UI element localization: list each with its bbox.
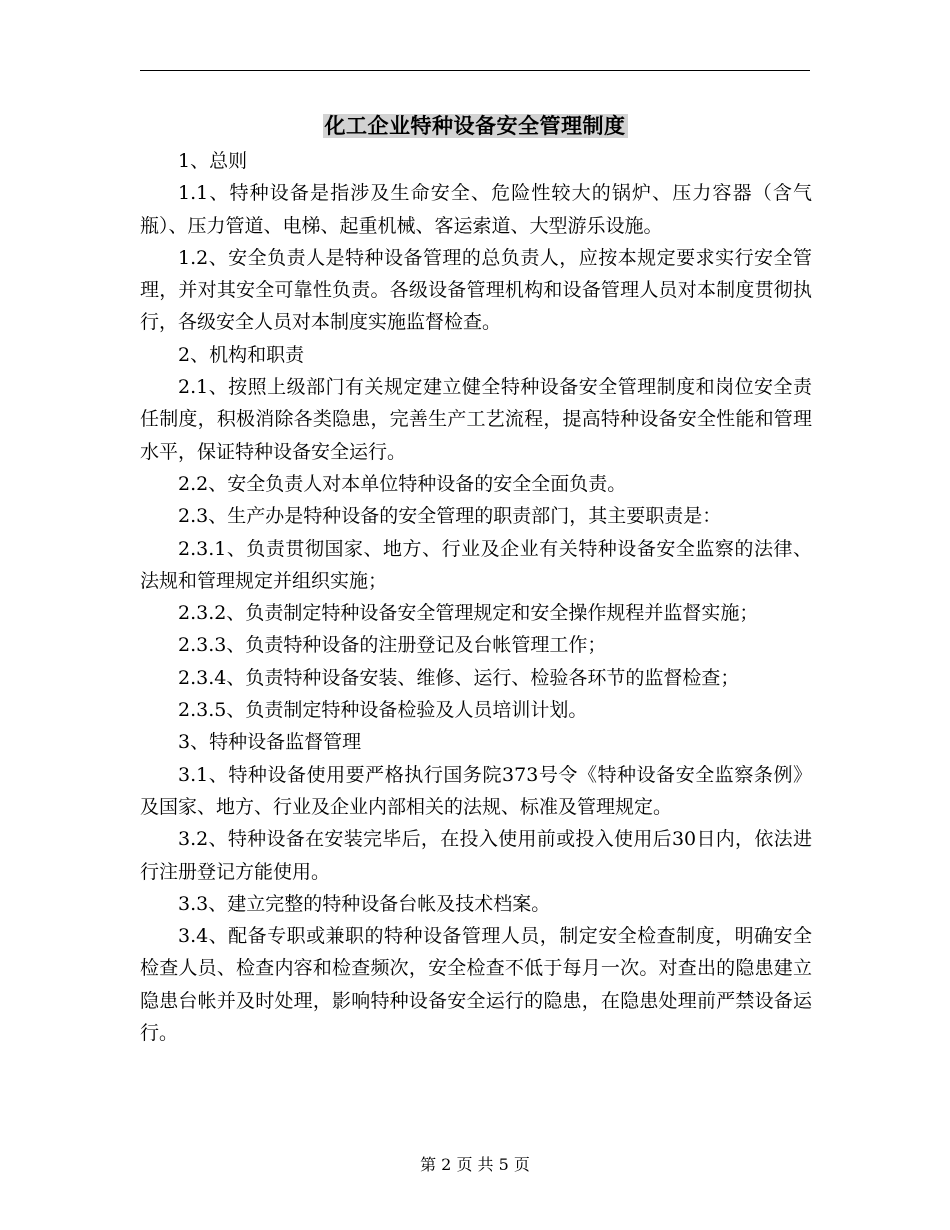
document-body: [140, 145, 812, 1049]
paragraph: 3.4、配备专职或兼职的特种设备管理人员，制定安全检查制度，明确安全检查人员、检查内容和检查频次，安全检查不低于每月一次。对查出的隐患建立隐患台帐并及时处理，影响特种设备安全运行的隐患，在隐患处理前严禁设备运行。: [140, 925, 812, 1045]
paragraph: 3.1、特种设备使用要严格执行国务院373号令《特种设备安全监察条例》及国家、地方、行业及企业内部相关的法规、标准及管理规定。: [140, 763, 812, 818]
paragraph: 1.1、特种设备是指涉及生命安全、危险性较大的锅炉、压力容器（含气瓶）、压力管道、电梯、起重机械、客运索道、大型游乐设施。: [140, 182, 812, 237]
page-footer: 第 2 页 共 5 页: [420, 1155, 530, 1174]
paragraph: 2.3、生产办是特种设备的安全管理的职责部门，其主要职责是：: [178, 505, 722, 528]
section-heading: 1、总则: [178, 150, 248, 172]
paragraph: 3.2、特种设备在安装完毕后，在投入使用前或投入使用后30日内，依法进行注册登记方能使用。: [140, 828, 812, 883]
title-container: [0, 110, 950, 140]
paragraph: 1.2、安全负责人是特种设备管理的总负责人，应按本规定要求实行安全管理，并对其安全可靠性负责。各级设备管理机构和设备管理人员对本制度贯彻执行，各级安全人员对本制度实施监督检查。: [140, 246, 812, 334]
paragraph: 3.3、建立完整的特种设备台帐及技术档案。: [178, 892, 551, 915]
paragraph: 2.2、安全负责人对本单位特种设备的安全全面负责。: [178, 472, 627, 495]
paragraph: 2.3.3、负责特种设备的注册登记及台帐管理工作；: [178, 634, 607, 657]
paragraph: 2.3.1、负责贯彻国家、地方、行业及企业有关特种设备安全监察的法律、法规和管理规定并组织实施；: [140, 537, 812, 592]
document-title: 化工企业特种设备安全管理制度: [324, 114, 626, 138]
section-heading: 3、特种设备监督管理: [178, 731, 362, 754]
paragraph: 2.1、按照上级部门有关规定建立健全特种设备安全管理制度和岗位安全责任制度，积极消除各类隐患，完善生产工艺流程，提高特种设备安全性能和管理水平，保证特种设备安全运行。: [140, 376, 812, 463]
section-heading: 2、机构和职责: [178, 343, 305, 366]
header-rule: [140, 70, 810, 71]
paragraph: 2.3.5、负责制定特种设备检验及人员培训计划。: [178, 699, 588, 722]
paragraph: 2.3.2、负责制定特种设备安全管理规定和安全操作规程并监督实施；: [178, 602, 759, 625]
paragraph: 2.3.4、负责特种设备安装、维修、运行、检验各环节的监督检查；: [178, 666, 740, 689]
